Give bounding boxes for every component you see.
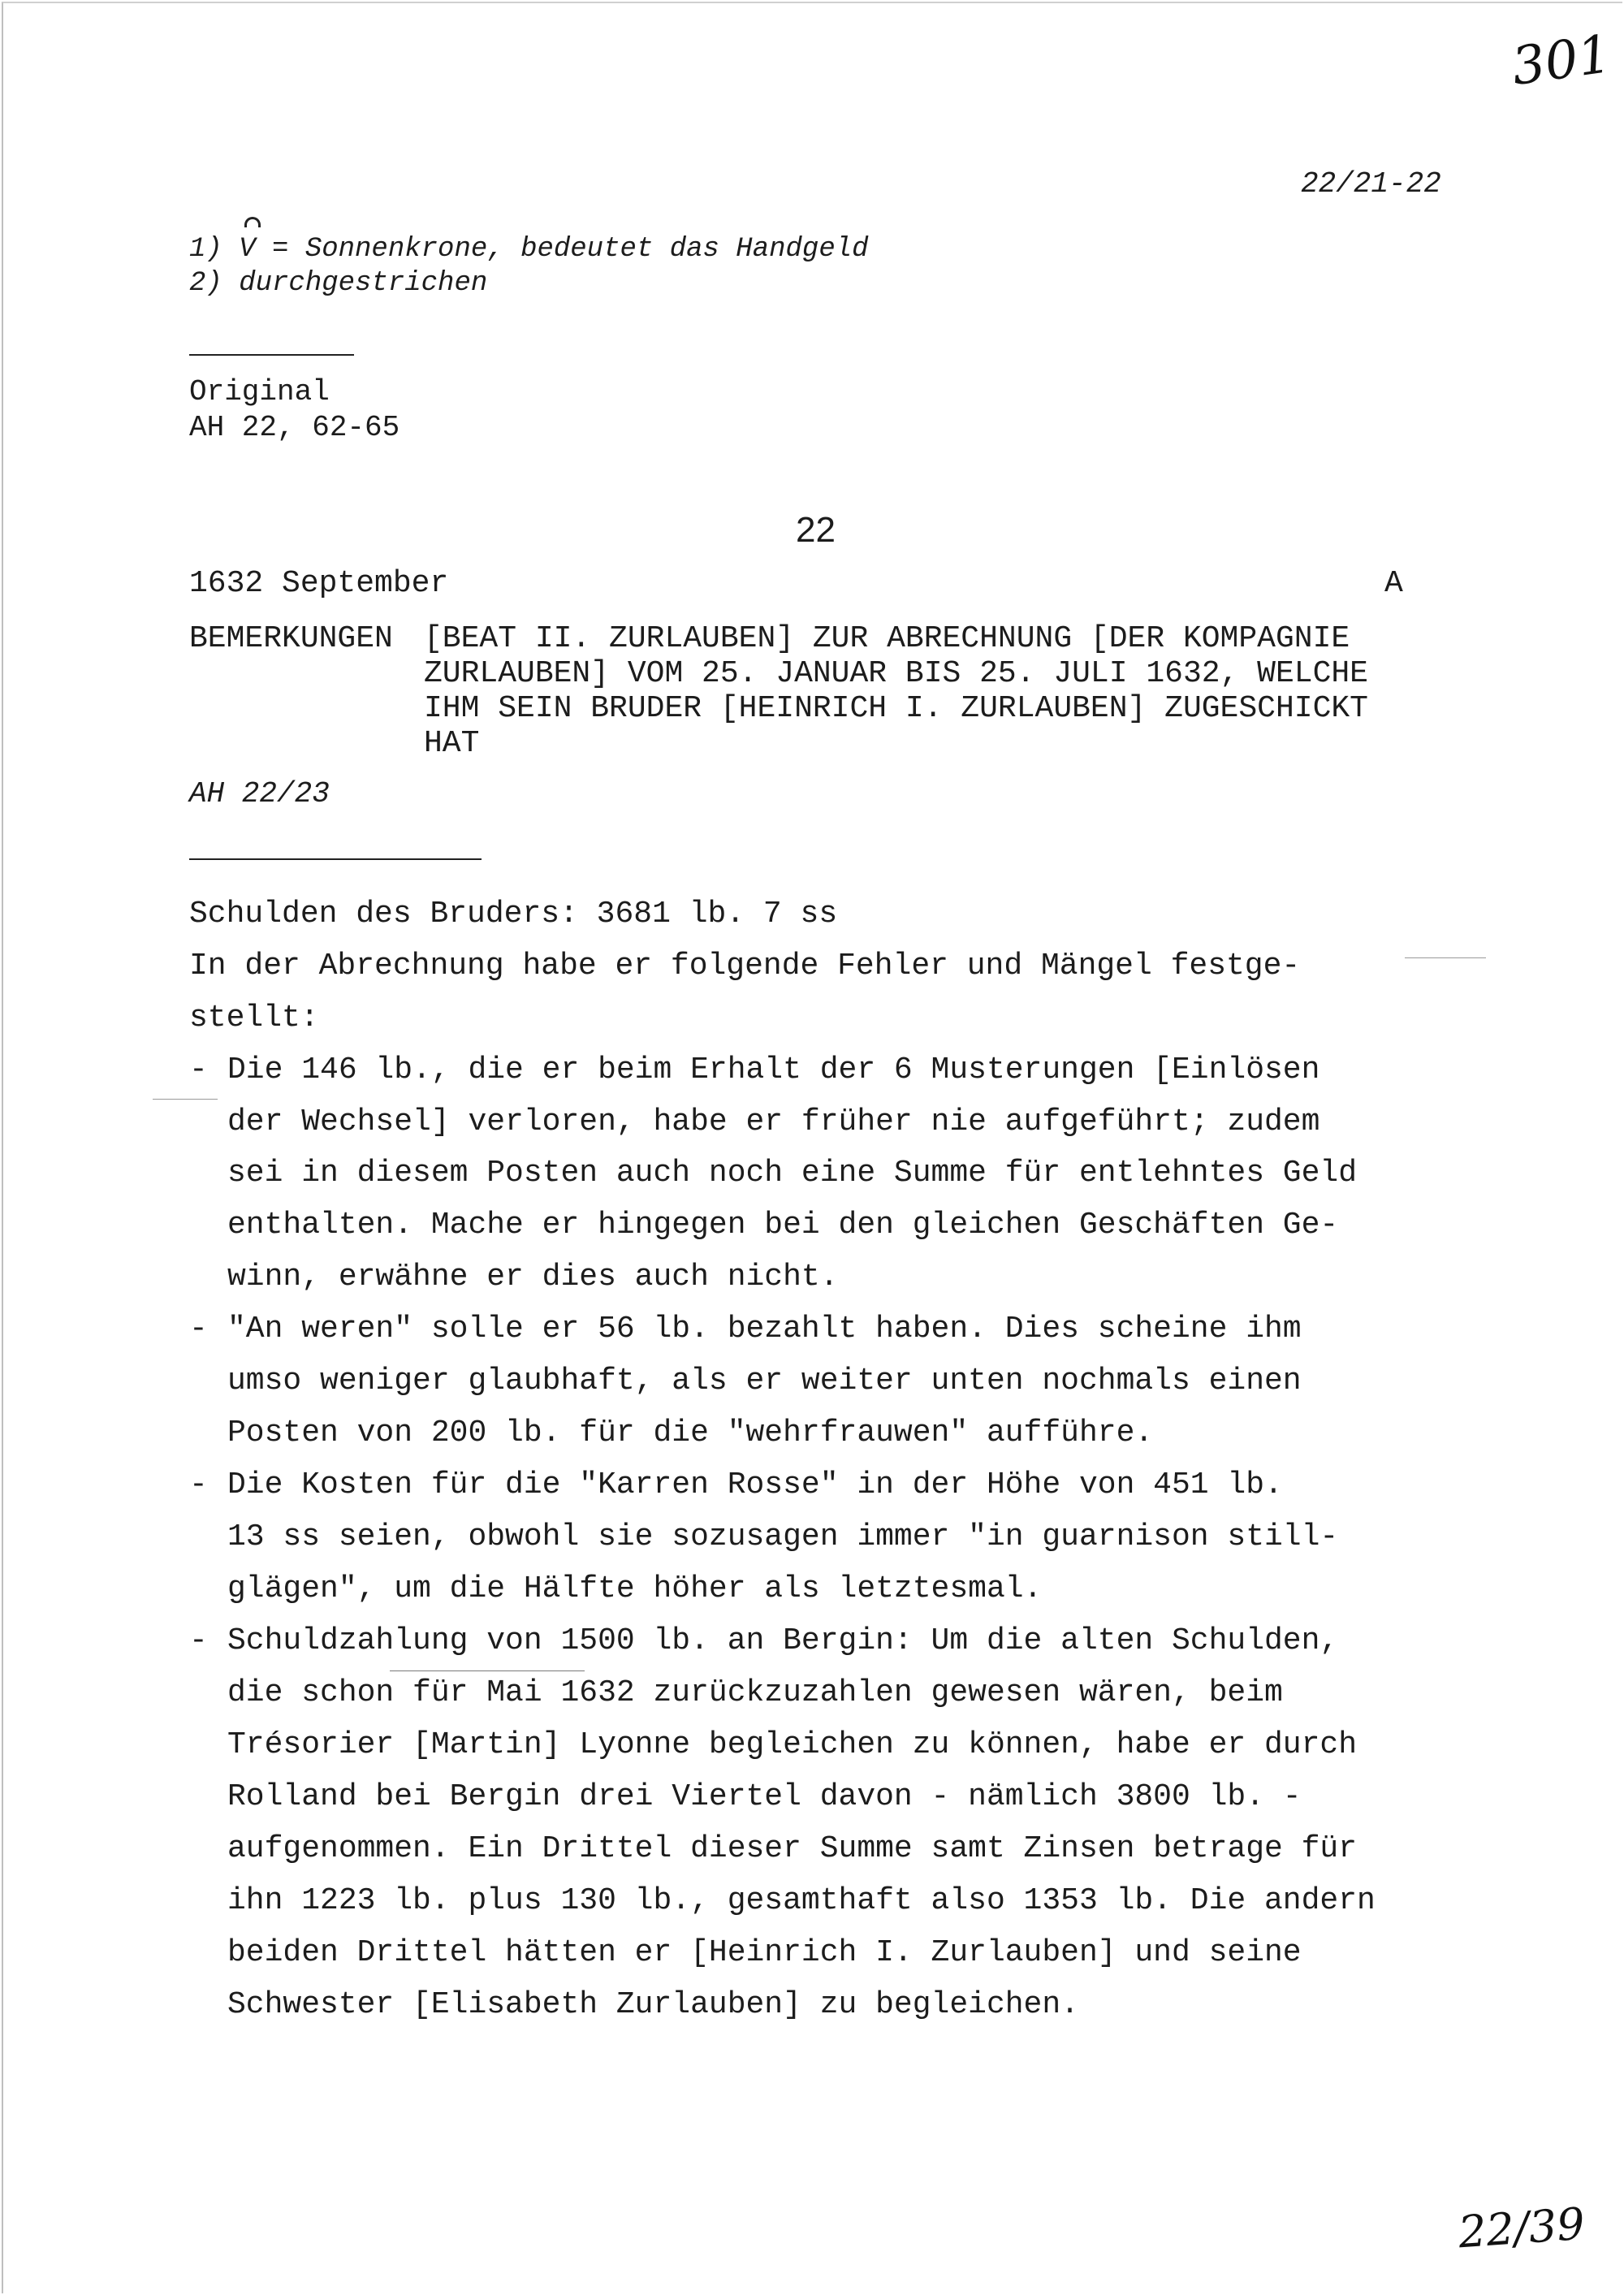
debts-summary: Schulden des Bruders: 3681 lb. 7 ss (189, 897, 838, 931)
list-bullet: - (189, 1312, 208, 1346)
entry-title-line-1: [BEAT II. ZURLAUBEN] ZUR ABRECHNUNG [DER KOMPAGNIE (424, 621, 1350, 656)
scan-artifact (390, 1670, 585, 1671)
scan-artifact (1405, 957, 1486, 958)
list-bullet: - (189, 1467, 208, 1502)
handwritten-page-number: 301 (1508, 24, 1615, 98)
list-item-line: 13 ss seien, obwohl sie sozusagen immer "in guarnison still- (227, 1519, 1339, 1554)
list-item-line: der Wechsel] verloren, habe er früher nie aufgeführt; zudem (227, 1104, 1320, 1139)
list-item-line: ihn 1223 lb. plus 130 lb., gesamthaft also 1353 lb. Die andern (227, 1883, 1376, 1918)
header-reference: 22/21-22 (1301, 167, 1441, 201)
entry-title-label: BEMERKUNGEN (189, 621, 393, 656)
list-item-line: enthalten. Mache er hingegen bei den gleichen Geschäften Ge- (227, 1208, 1339, 1243)
list-bullet: - (189, 1052, 208, 1087)
intro-line: stellt: (189, 1001, 319, 1035)
list-item-line: Trésorier [Martin] Lyonne begleichen zu können, habe er durch (227, 1727, 1358, 1762)
intro-line: In der Abrechnung habe er folgende Fehler und Mängel festge- (189, 949, 1301, 983)
list-item-line: die schon für Mai 1632 zurückzuzahlen gewesen wären, beim (227, 1675, 1283, 1710)
list-item-line: beiden Drittel hätten er [Heinrich I. Zurlauben] und seine (227, 1935, 1302, 1970)
list-item-line: glägen", um die Hälfte höher als letztesmal. (227, 1571, 1043, 1606)
list-item-line: umso weniger glaubhaft, als er weiter unten nochmals einen (227, 1364, 1302, 1398)
sun-crown-mark (244, 217, 261, 227)
footnote-1: 1) V = Sonnenkrone, bedeutet das Handgeld (189, 234, 869, 265)
entry-title-line-4: HAT (424, 726, 480, 761)
section-separator (189, 858, 482, 860)
list-item-line: "An weren" solle er 56 lb. bezahlt haben. Dies scheine ihm (227, 1312, 1302, 1346)
list-item-line: sei in diesem Posten auch noch eine Summe für entlehntes Geld (227, 1156, 1358, 1191)
list-item-line: aufgenommen. Ein Drittel dieser Summe samt Zinsen betrage für (227, 1831, 1358, 1866)
list-bullet: - (189, 1623, 208, 1658)
source-reference: AH 22, 62-65 (189, 411, 400, 444)
entry-title-line-2: ZURLAUBEN] VOM 25. JANUAR BIS 25. JULI 1632, WELCHE (424, 656, 1368, 691)
entry-type: A (1384, 566, 1403, 601)
entry-title-line-3: IHM SEIN BRUDER [HEINRICH I. ZURLAUBEN] ZUGESCHICKT (424, 691, 1368, 726)
list-item-line: Die Kosten für die "Karren Rosse" in der Höhe von 451 lb. (227, 1467, 1283, 1502)
list-item-line: Die 146 lb., die er beim Erhalt der 6 Musterungen [Einlösen (227, 1052, 1320, 1087)
list-item-line: Schwester [Elisabeth Zurlauben] zu begleichen. (227, 1987, 1079, 2022)
scan-artifact (153, 1099, 218, 1100)
source-label: Original (189, 375, 330, 408)
list-item-line: winn, erwähne er dies auch nicht. (227, 1260, 839, 1294)
entry-date: 1632 September (189, 566, 449, 601)
footnote-separator (189, 354, 354, 356)
footnote-2: 2) durchgestrichen (189, 268, 488, 299)
list-item-line: Schuldzahlung von 1500 lb. an Bergin: Um die alten Schulden, (227, 1623, 1339, 1658)
list-item-line: Rolland bei Bergin drei Viertel davon - nämlich 3800 lb. - (227, 1779, 1302, 1814)
entry-number: 22 (796, 510, 836, 550)
list-item-line: Posten von 200 lb. für die "wehrfrauwen" aufführe. (227, 1415, 1154, 1450)
handwritten-reference: 22/39 (1456, 2198, 1587, 2258)
archive-reference: AH 22/23 (189, 777, 330, 810)
